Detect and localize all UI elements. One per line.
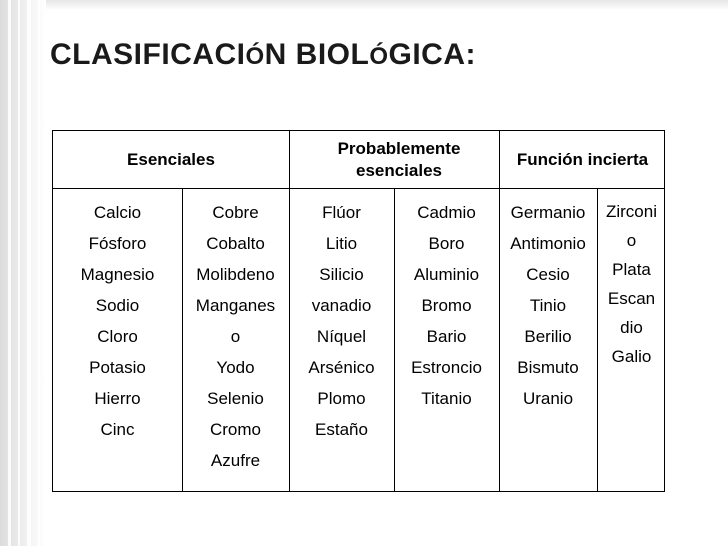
cell: Silicio (319, 265, 364, 284)
top-decoration (46, 0, 728, 10)
header-divider (53, 188, 664, 189)
cell: Uranio (522, 389, 574, 408)
cell: Hierro (94, 389, 141, 408)
cell: Cinc (100, 420, 135, 439)
cell: Níquel (316, 327, 367, 346)
cell: o (626, 231, 637, 250)
cell: Bario (426, 327, 467, 346)
cell: Antimonio (510, 234, 586, 253)
title-part: Ó (369, 43, 389, 70)
decor-stripe (27, 0, 31, 546)
title-part: GICA: (388, 38, 477, 71)
cell: Fósforo (88, 234, 147, 253)
cell: Cobre (212, 203, 259, 222)
title-part: N BIOL (264, 38, 370, 71)
cell: Flúor (322, 203, 361, 222)
cell: Yodo (216, 358, 255, 377)
slide-title (50, 38, 476, 72)
cell: Arsénico (308, 358, 375, 377)
column-probablemente-1 (289, 197, 394, 445)
column-esenciales-2 (182, 197, 289, 476)
cell: Bismuto (517, 358, 579, 377)
header-funcion-incierta: Función incierta (516, 149, 649, 169)
cell: Estaño (315, 420, 368, 439)
decor-stripe (8, 0, 11, 546)
cell: Aluminio (413, 265, 480, 284)
cell: Galio (611, 347, 652, 366)
decor-stripe (18, 0, 20, 546)
cell: Plata (612, 260, 651, 279)
column-esenciales-1 (53, 197, 182, 445)
cell: Litio (325, 234, 358, 253)
cell: Tinio (529, 296, 567, 315)
cell: Magnesio (80, 265, 155, 284)
cell: Zirconi (605, 202, 657, 221)
cell: Bromo (421, 296, 472, 315)
elements-table (52, 130, 665, 492)
header-probablemente-esenciales: Probablemente esenciales (337, 138, 461, 180)
cell: Titanio (421, 389, 472, 408)
cell: o (230, 327, 241, 346)
cell: Cadmio (417, 203, 476, 222)
cell: Calcio (93, 203, 142, 222)
cell: Estroncio (411, 358, 482, 377)
column-incierta-1 (499, 197, 597, 414)
cell: Cromo (209, 420, 261, 439)
cell: Cesio (526, 265, 570, 284)
title-part: Ó (245, 43, 265, 70)
cell: Molibdeno (196, 265, 275, 284)
cell: Germanio (510, 203, 586, 222)
cell: dio (620, 318, 643, 337)
cell: Selenio (207, 389, 264, 408)
column-incierta-2 (597, 197, 666, 371)
cell: Berilio (524, 327, 572, 346)
decor-stripe (38, 0, 40, 546)
cell: Boro (428, 234, 465, 253)
cell: Cloro (97, 327, 138, 346)
cell: Sodio (95, 296, 140, 315)
cell: Cobalto (206, 234, 265, 253)
cell: vanadio (311, 296, 372, 315)
column-probablemente-2 (394, 197, 499, 414)
cell: Azufre (210, 451, 261, 470)
header-esenciales: Esenciales (127, 149, 215, 169)
cell: Potasio (89, 358, 146, 377)
cell: Manganes (195, 296, 276, 315)
title-part: CLASIFICACI (50, 38, 246, 71)
cell: Plomo (317, 389, 366, 408)
cell: Escan (607, 289, 656, 308)
